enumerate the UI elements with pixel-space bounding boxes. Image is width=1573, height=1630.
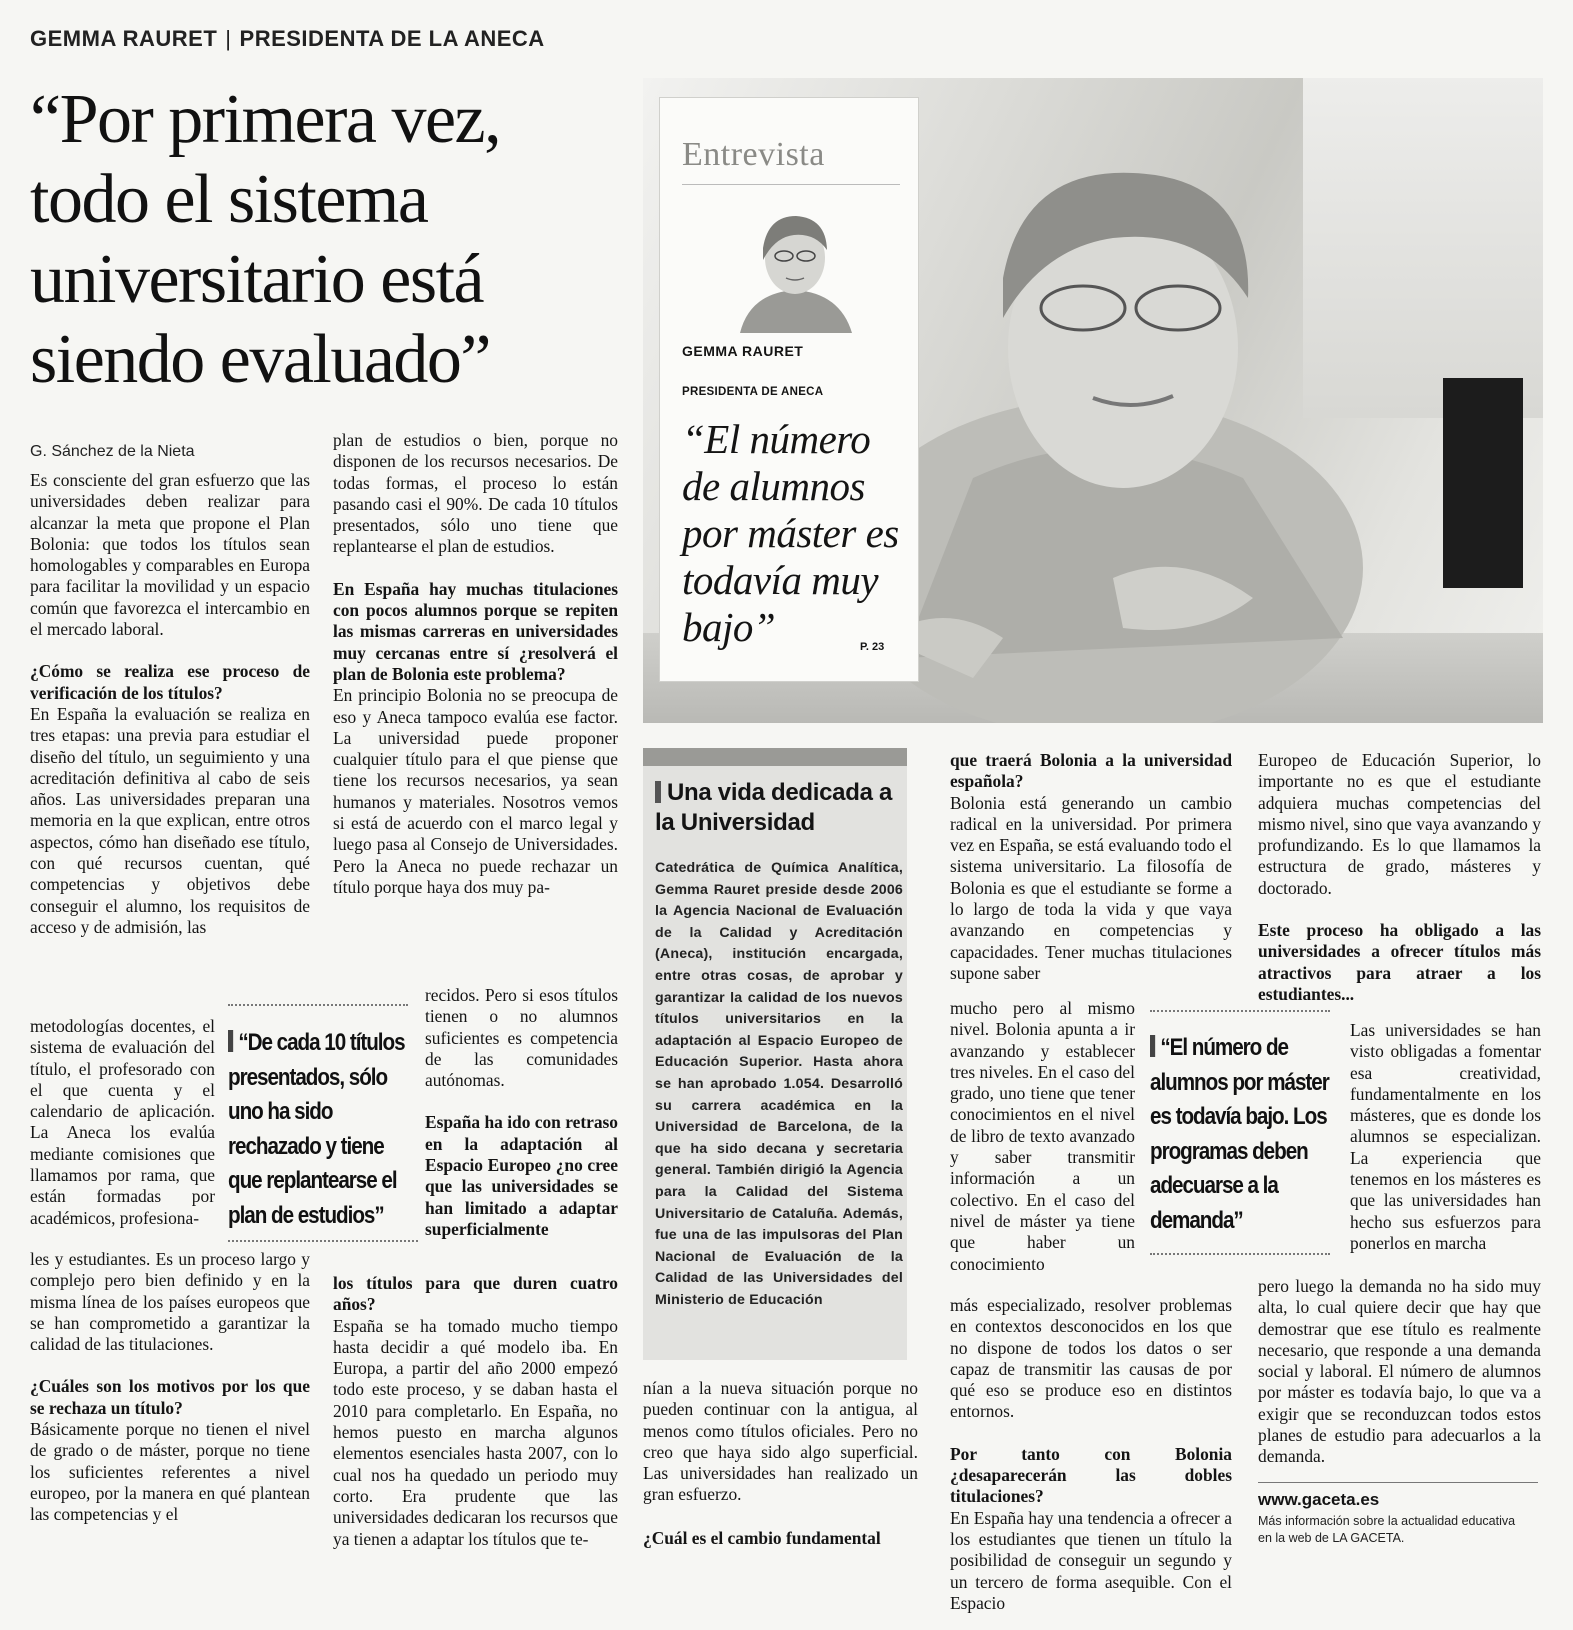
kicker-role: PRESIDENTA DE LA ANECA xyxy=(239,26,545,51)
headline xyxy=(30,80,590,400)
paragraph: En principio Bolonia no se preocupa de eso y Aneca tampoco evalúa ese factor. La universidad puede proponer cualquier título para el que piense que tiene los recursos necesarios, ya sean humanos y materiales. Nosotros vemos si está de acuerdo con el marco legal y luego pasa al Consejo de Universidades. Pero la Aneca no puede rechazar un título porque haya dos muy pa- xyxy=(333,685,618,897)
headline-line: “Por primera vez, xyxy=(30,81,501,158)
column-4-narrow xyxy=(950,998,1135,1275)
paragraph: recidos. Pero si esos títulos tienen o no alumnos suficientes es competencia de las comunidades autónomas. xyxy=(425,985,618,1091)
interviewee-role: PRESIDENTA DE ANECA xyxy=(682,386,824,398)
headline-line: todo el sistema xyxy=(30,161,428,238)
website-link[interactable]: www.gaceta.es xyxy=(1258,1490,1380,1509)
column-1-bottom xyxy=(30,1249,310,1526)
pullquote-1: “De cada 10 títulos presentados, sólo uno ha sido rechazado y tiene que replantearse el plan de estudios” xyxy=(228,1029,405,1229)
sidebar-body: Catedrática de Química Analítica, Gemma Rauret preside desde 2006 la Agencia Nacional de Evaluación de la Calidad y Acreditación (Aneca), institución encargada, entre otras cosas, de aprobar y garantizar la calidad de los nuevos títulos universitarios en la adaptación al Espacio Europeo de Educación Superior. Hasta ahora se han aprobado 1.054. Desarrolló su carrera académica en la Universidad de Barcelona, de la que ha sido decana y secretaria general. También dirigió la Agencia para la Calidad del Sistema Universitario de Cataluña. Además, fue una de las impulsoras del Plan Nacional de Evaluación de la Calidad de las Universidades del Ministerio de Educación xyxy=(655,860,903,1308)
quote-marker xyxy=(1150,1035,1155,1057)
paragraph: nían a la nueva situación porque no pueden continuar con la antigua, al menos como títulos oficiales. Pero no creo que haya sido algo superficial. Las universidades han realizado un gran esfuerzo. xyxy=(643,1378,918,1505)
question: Por tanto con Bolonia ¿desaparecerán las dobles titulaciones? xyxy=(950,1443,1232,1507)
pullquote-rule-top xyxy=(228,1004,408,1006)
byline: G. Sánchez de la Nieta xyxy=(30,443,195,460)
kicker: GEMMA RAURET | PRESIDENTA DE LA ANECA xyxy=(30,26,545,51)
interviewee-name: GEMMA RAURET xyxy=(682,343,804,359)
question: ¿Cómo se realiza ese proceso de verificación de los títulos? xyxy=(30,661,310,703)
quote-marker xyxy=(228,1030,233,1052)
website-note: Más información sobre la actualidad educativa en la web de LA GACETA. xyxy=(1258,1514,1516,1545)
pullquote-rule-bottom xyxy=(228,1240,418,1242)
headline-line: universitario está xyxy=(30,241,484,318)
paragraph: En España la evaluación se realiza en tres etapas: una previa para estudiar el diseño del título, un seguimiento y una acreditación definitiva al cabo de seis años. Las universidades preparan una memoria en la que explican, entre otros aspectos, cómo han diseñado ese título, con qué recursos cuentan, qué competencias y objetivos debe conseguir el alumno, los requisitos de acceso y de admisión, las xyxy=(30,703,310,937)
paragraph: Las universidades se han visto obligadas a fomentar esa creatividad, fundamentalmente en los másteres, que es donde los alumnos se especializan. La experiencia que tenemos en los másteres es que las universidades han hecho sus esfuerzos para ponerlos en marcha xyxy=(1350,1020,1541,1253)
title-marker xyxy=(655,781,661,803)
page-reference: P. 23 xyxy=(860,641,885,653)
paragraph: les y estudiantes. Es un proceso largo y complejo pero bien definido y en la misma línea de los países europeos que se han comprometido a garantizar la calidad de las titulaciones. xyxy=(30,1249,310,1355)
column-5-bottom xyxy=(1258,1276,1541,1468)
column-2-bottom xyxy=(333,1273,618,1550)
paragraph: En España hay una tendencia a ofrecer a los estudiantes que tienen un título la posibilidad de conseguir un segundo y un tercero de forma asequible. Con el Espacio xyxy=(950,1507,1232,1613)
column-4-bottom xyxy=(950,1295,1232,1614)
question: los títulos para que duren cuatro años? xyxy=(333,1273,618,1315)
column-2-narrow xyxy=(425,985,618,1240)
column-5-narrow xyxy=(1350,1020,1541,1254)
question: España ha ido con retraso en la adaptación al Espacio Europeo ¿no cree que las universidades se han limitado a adaptar superficialmente xyxy=(425,1112,618,1239)
column-3-bottom xyxy=(643,1378,918,1549)
paragraph: mucho pero al mismo nivel. Bolonia apunta a ir avanzando y establecer tres niveles. En el caso del grado, uno tiene que tener conocimientos en el nivel de libro de texto avanzado y saber transmitir información a un colectivo. En el caso del nivel de máster ya tiene que haber un conocimiento xyxy=(950,998,1135,1274)
sidebar-title: Una vida dedicada a la Universidad xyxy=(655,779,893,836)
question: ¿Cuál es el cambio fundamental xyxy=(643,1527,881,1548)
column-5-top xyxy=(1258,750,1541,1005)
pullquote-2: “El número de alumnos por máster es todavía bajo. Los programas deben adecuarse a la demanda” xyxy=(1150,1034,1329,1234)
paragraph: Europeo de Educación Superior, lo importante no es que el estudiante adquiera muchas competencias del mismo nivel, sino que vaya avanzando y profundizando. Es lo que llamamos la estructura de grado, másteres y doctorado. xyxy=(1258,750,1541,898)
question: En España hay muchas titulaciones con pocos alumnos porque se repiten las mismas carreras en universidades muy cercanas entre sí ¿resolverá el plan de Bolonia este problema? xyxy=(333,578,618,684)
question: que traerá Bolonia a la universidad española? xyxy=(950,750,1232,792)
mini-portrait-image xyxy=(730,198,860,333)
headline-line: siendo evaluado” xyxy=(30,321,490,398)
footer-rule xyxy=(1258,1482,1538,1483)
paragraph: metodologías docentes, el sistema de evaluación del título, el profesorado con el que cuenta y el calendario de aplicación. La Aneca los evalúa mediante comisiones que llamamos por rama, que están formadas por académicos, profesiona- xyxy=(30,1016,215,1228)
interview-quote: “El número de alumnos por máster es todavía muy bajo” xyxy=(682,416,899,650)
paragraph: Básicamente porque no tienen el nivel de grado o de máster, porque no tiene los suficientes referentes a nivel europeo, por la manera en qué plantean las competencias y el xyxy=(30,1419,310,1525)
paragraph: pero luego la demanda no ha sido muy alta, lo cual quiere decir que hay que demostrar que ese título es realmente necesario, que responde a una demanda social y laboral. El número de alumnos por máster es todavía bajo, lo que va a exigir que se reconduzcan todos estos planes de estudio para adecuarlos a la demanda. xyxy=(1258,1276,1541,1467)
paragraph: más especializado, resolver problemas en contextos desconocidos en los que no dispone de todos los datos o ser capaz de transmitir las causas de por qué eso se produce eso en distintos entornos. xyxy=(950,1295,1232,1422)
paragraph: Bolonia está generando un cambio radical en la universidad. Por primera vez en España, se está evaluando todo el sistema universitario. La filosofía de Bolonia es que el estudiante se forme a lo largo de toda la vida y que vaya avanzando en competencias y capacidades. Tener muchas titulaciones supone saber xyxy=(950,792,1233,983)
column-4-top xyxy=(950,750,1232,984)
paragraph: Es consciente del gran esfuerzo que las universidades deben realizar para alcanzar la meta que propone el Plan Bolonia: que todos los títulos sean homologables y comparables en Europa para facilitar la movilidad y un espacio común que favorezca el intercambio en el mercado laboral. xyxy=(30,470,310,640)
column-1-narrow xyxy=(30,1016,215,1229)
column-1-top xyxy=(30,470,310,938)
question: ¿Cuáles son los motivos por los que se rechaza un título? xyxy=(30,1376,310,1418)
paragraph: España se ha tomado mucho tiempo hasta decidir a qué modelo iba. En Europa, a partir del año 2000 empezó todo este proceso, y se daban hasta el 2010 para completarlo. En España, no hemos puesto en marcha algunos elementos esenciales hasta 2007, con lo cual nos ha quedado un periodo muy corto. Era prudente que las universidades dedicaran los recursos que ya tienen a adaptar los títulos que te- xyxy=(333,1315,618,1549)
kicker-name: GEMMA RAURET xyxy=(30,26,218,51)
interview-tag: Entrevista xyxy=(682,136,825,173)
question: Este proceso ha obligado a las universidades a ofrecer títulos más atractivos para atraer a los estudiantes... xyxy=(1258,920,1541,1004)
bio-sidebar xyxy=(643,748,907,1360)
pullquote-rule-top xyxy=(1150,1010,1330,1012)
paragraph: plan de estudios o bien, porque no disponen de los recursos necesarios. De todas formas, el proceso lo están pasando casi el 90%. De cada 10 títulos presentados, sólo uno tiene que replantearse el plan de estudios. xyxy=(333,430,618,557)
pullquote-rule-bottom xyxy=(1150,1253,1330,1255)
column-2-top xyxy=(333,430,618,898)
interview-card xyxy=(660,98,918,681)
